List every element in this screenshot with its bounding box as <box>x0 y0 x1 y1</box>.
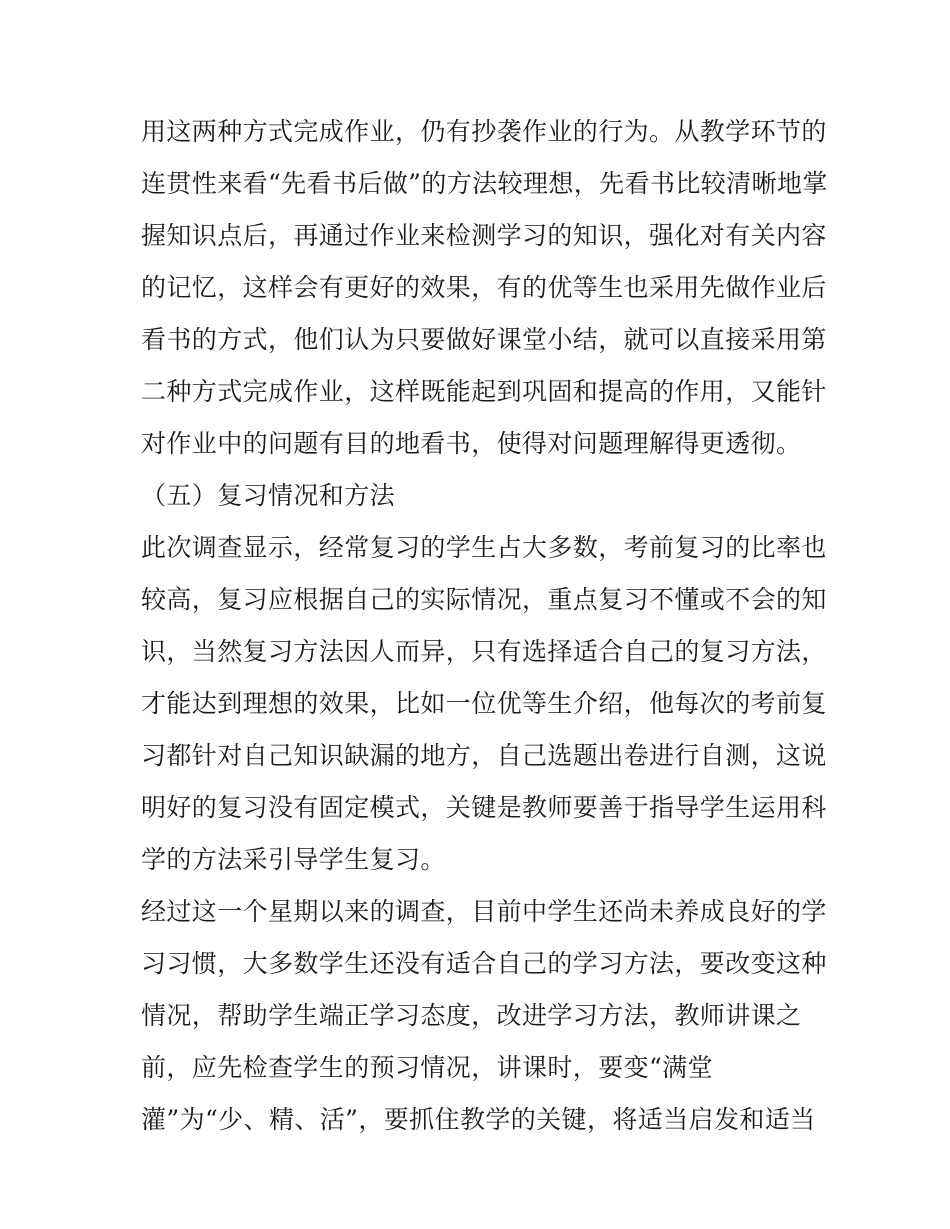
text-line: 二种方式完成作业，这样既能起到巩固和提高的作用，又能针 <box>141 377 827 406</box>
text-line: 情况，帮助学生端正学习态度，改进学习方法，教师讲课之 <box>141 1001 802 1030</box>
text-line: 较高，复习应根据自己的实际情况，重点复习不懂或不会的知 <box>141 585 827 614</box>
document-body <box>141 106 828 1146</box>
text-line: 学的方法采引导学生复习。 <box>141 845 446 874</box>
section-heading: （五）复习情况和方法 <box>141 481 396 510</box>
text-line: 对作业中的问题有目的地看书，使得对问题理解得更透彻。 <box>141 429 802 458</box>
text-line: 习习惯，大多数学生还没有适合自己的学习方法，要改变这种 <box>141 949 827 978</box>
text-line: 的记忆，这样会有更好的效果，有的优等生也采用先做作业后 <box>141 273 827 302</box>
text-line: 握知识点后，再通过作业来检测学习的知识，强化对有关内容 <box>141 221 827 250</box>
text-line: 明好的复习没有固定模式，关键是教师要善于指导学生运用科 <box>141 793 827 822</box>
text-line: 此次调查显示，经常复习的学生占大多数，考前复习的比率也 <box>141 533 827 562</box>
text-line: 看书的方式，他们认为只要做好课堂小结，就可以直接采用第 <box>141 325 827 354</box>
text-line: 前，应先检查学生的预习情况，讲课时，要变“满堂 <box>141 1053 713 1082</box>
text-line: 习都针对自己知识缺漏的地方，自己选题出卷进行自测，这说 <box>141 741 827 770</box>
text-line: 经过这一个星期以来的调查，目前中学生还尚未养成良好的学 <box>141 897 827 926</box>
text-line: 灌”为“少、精、活”，要抓住教学的关键，将适当启发和适当 <box>141 1105 816 1134</box>
text-line: 用这两种方式完成作业，仍有抄袭作业的行为。从教学环节的 <box>141 117 827 146</box>
text-line: 连贯性来看“先看书后做”的方法较理想，先看书比较清晰地掌 <box>141 169 828 198</box>
text-line: 才能达到理想的效果，比如一位优等生介绍，他每次的考前复 <box>141 689 827 718</box>
text-line: 识，当然复习方法因人而异，只有选择适合自己的复习方法， <box>141 637 827 666</box>
